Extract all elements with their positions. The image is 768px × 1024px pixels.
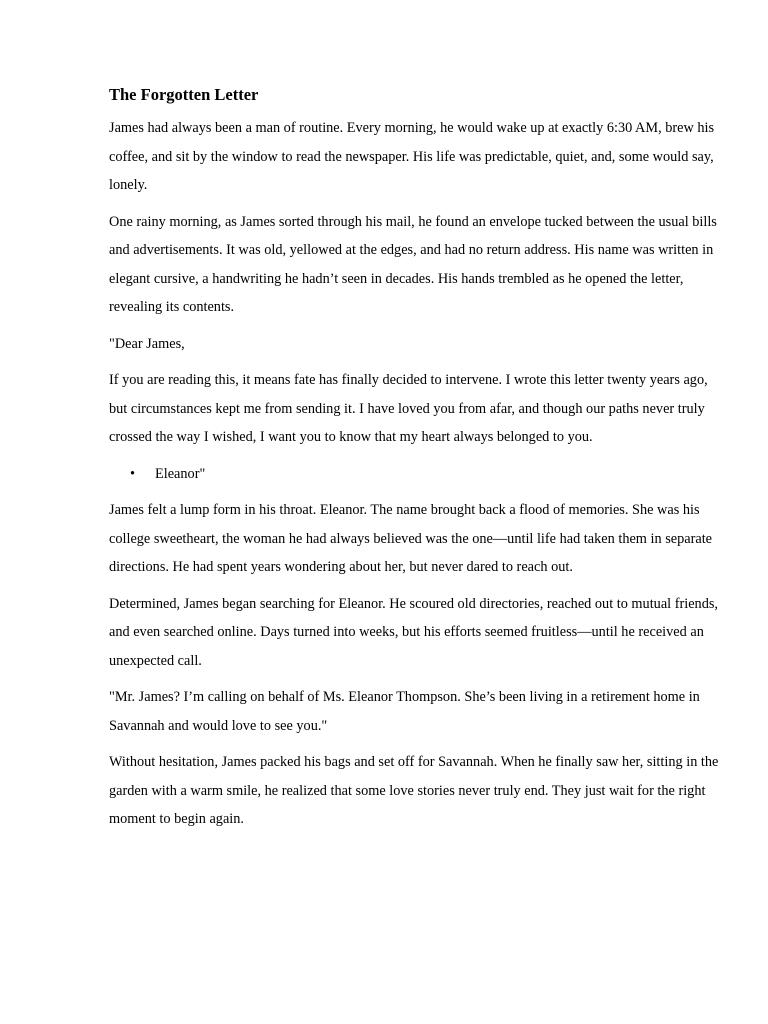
bullet-text: Eleanor" [155, 465, 206, 482]
paragraph-envelope: One rainy morning, as James sorted through his mail, he found an envelope tucked between the usual bills and advertisements. It was old, yellowed at the edges, and had no return address. His name was written in elegant cursive, a handwriting he hadn’t seen in decades. His hands trembled as he opened the letter, revealing its contents. [109, 213, 717, 315]
paragraph-phone-call: "Mr. James? I’m calling on behalf of Ms. Eleanor Thompson. She’s been living in a retirement home in Savannah and would love to see you." [109, 689, 700, 734]
paragraph-ending: Without hesitation, James packed his bags and set off for Savannah. When he finally saw her, sitting in the garden with a warm smile, he realized that some love stories never truly end. They just wait for the right moment to begin again. [109, 754, 719, 827]
list-item [109, 460, 724, 489]
paragraph-letter-body: If you are reading this, it means fate has finally decided to intervene. I wrote this letter twenty years ago, but circumstances kept me from sending it. I have loved you from afar, and though our paths never truly crossed the way I wished, I want you to know that my heart always belonged to you. [109, 372, 708, 445]
paragraph-search: Determined, James began searching for Eleanor. He scoured old directories, reached out to mutual friends, and even searched online. Days turned into weeks, but his efforts seemed fruitless—until he received an unexpected call. [109, 595, 718, 669]
paragraph-routine: James had always been a man of routine. Every morning, he would wake up at exactly 6:30 AM, brew his coffee, and sit by the window to read the newspaper. His life was predictable, quiet, and, some would say, lonely. [109, 120, 715, 193]
bullet-list [109, 460, 724, 489]
document-page [109, 84, 724, 842]
paragraph-memories: James felt a lump form in his throat. Eleanor. The name brought back a flood of memories. She was his college sweetheart, the woman he had always believed was the one—until life had taken them in separate directions. He had spent years wondering about her, but never dared to reach out. [109, 502, 713, 575]
document-title: The Forgotten Letter [109, 85, 259, 104]
bullet-icon: • [130, 465, 136, 482]
paragraph-salutation: "Dear James, [109, 335, 185, 352]
